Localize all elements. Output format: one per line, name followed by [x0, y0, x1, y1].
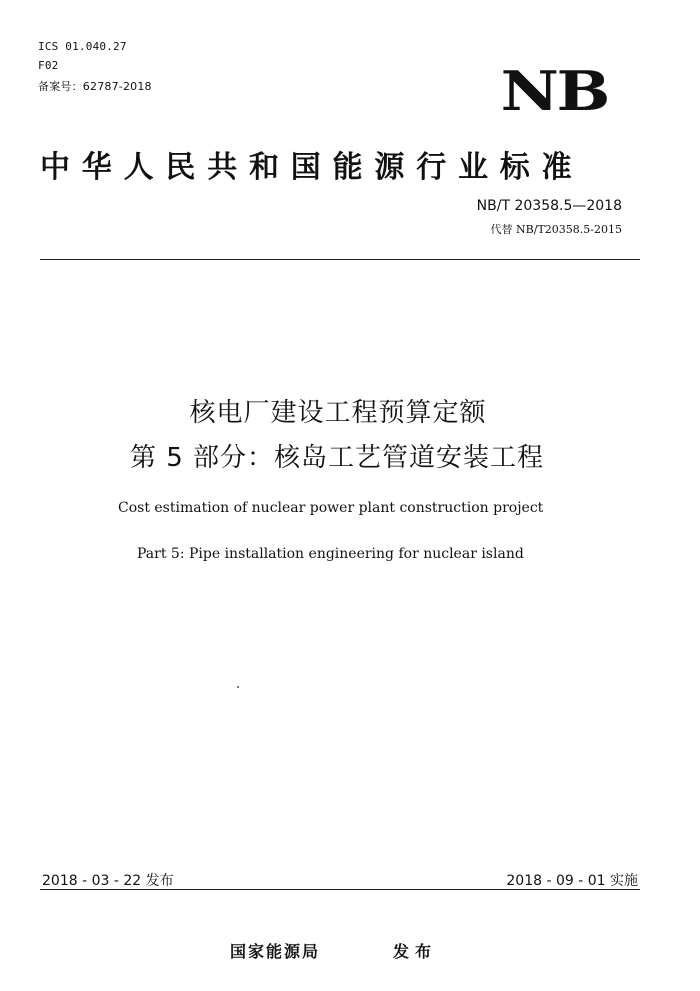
record-number: 备案号：62787-2018 [38, 80, 152, 93]
issue-label: 发布 [393, 942, 438, 961]
implement-date: 2018 - 09 - 01 实施 [506, 873, 638, 889]
replaces-standard: 代替 NB/T20358.5-2015 [490, 223, 622, 236]
title-cn-line2: 第 5 部分：核岛工艺管道安装工程 [129, 443, 545, 473]
scan-speck [237, 686, 239, 688]
ics-code: ICS 01.040.27 [38, 40, 127, 53]
standard-number: NB/T 20358.5—2018 [476, 198, 622, 214]
title-en-line1: Cost estimation of nuclear power plant construction project [118, 500, 544, 516]
organization-title: 中华人民共和国能源行业标准 [40, 150, 584, 185]
publish-date: 2018 - 03 - 22 发布 [42, 873, 174, 889]
bottom-divider [40, 889, 640, 890]
title-en-line2: Part 5: Pipe installation engineering for nuclear island [137, 546, 524, 562]
top-divider [40, 259, 640, 260]
nb-logo: NB [500, 59, 608, 123]
issuing-authority: 国家能源局 [230, 942, 321, 961]
title-cn-line1: 核电厂建设工程预算定额 [189, 398, 487, 428]
classification-code: F02 [38, 59, 59, 72]
